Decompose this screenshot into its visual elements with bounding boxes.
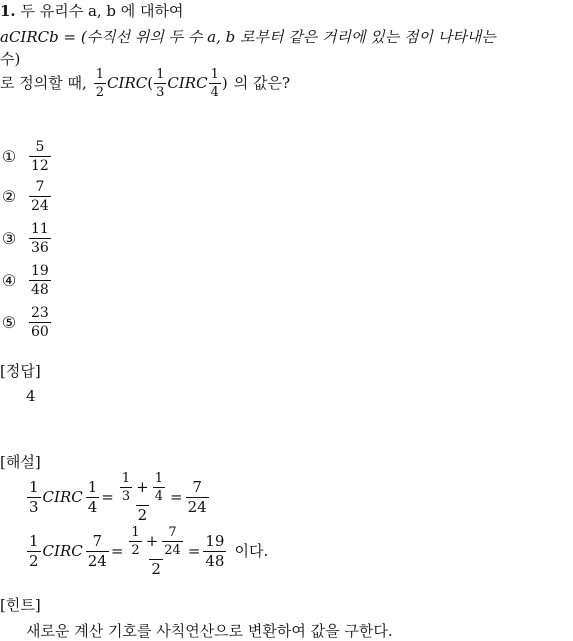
- choice-4[interactable]: [0, 264, 52, 297]
- choice-fraction: [29, 140, 51, 173]
- numerator: 1: [154, 471, 163, 486]
- denominator: 4: [210, 85, 219, 100]
- hint-text: 새로운 계산 기호를 사칙연산으로 변환하여 값을 구한다.: [26, 622, 393, 640]
- denominator: 48: [31, 282, 49, 298]
- equals-sign: =: [187, 542, 201, 560]
- explanation-equation-2: [26, 526, 270, 577]
- denominator: 2: [29, 552, 39, 570]
- choice-3[interactable]: [0, 222, 52, 255]
- numerator: 19: [205, 532, 225, 550]
- compound-numerator: [117, 472, 168, 505]
- choice-marker: ④: [1, 270, 17, 290]
- fraction: [27, 534, 41, 569]
- denominator: 3: [121, 489, 131, 504]
- numerator: 1: [29, 532, 39, 550]
- choice-fraction: [29, 222, 51, 255]
- circ-operator: CIRC: [107, 74, 148, 92]
- compound-fraction: [126, 526, 185, 577]
- fraction-third: [154, 68, 166, 99]
- denominator: 4: [87, 498, 98, 516]
- numerator: 1: [131, 525, 140, 540]
- numerator: 11: [31, 221, 49, 237]
- denominator: 2: [131, 543, 140, 558]
- numerator: 1: [29, 478, 39, 496]
- equals-sign: =: [101, 488, 114, 506]
- fraction: [86, 480, 100, 515]
- plus-sign: +: [136, 478, 149, 496]
- denominator: 36: [31, 240, 49, 256]
- choice-marker: ①: [1, 146, 17, 166]
- choice-fraction: [29, 306, 51, 339]
- plus-sign: +: [145, 532, 159, 550]
- denominator: 3: [29, 498, 39, 516]
- fraction: [27, 480, 41, 515]
- answer-label: [정답]: [0, 362, 41, 380]
- result-fraction: [186, 480, 209, 515]
- fraction-half: [94, 68, 106, 99]
- explanation-equation-1: [26, 472, 211, 523]
- numerator: 1: [95, 67, 105, 82]
- numerator: 7: [92, 532, 103, 550]
- numerator: 5: [35, 139, 45, 155]
- choice-1[interactable]: [0, 140, 52, 173]
- denominator: 2: [137, 506, 148, 524]
- explanation-suffix: 이다.: [234, 542, 269, 560]
- numerator: 1: [87, 478, 98, 496]
- answer-value: 4: [26, 387, 36, 405]
- question-line-1: [0, 4, 184, 19]
- equals-sign: =: [170, 488, 183, 506]
- circ-operator: CIRC: [167, 74, 208, 92]
- compound-fraction: [117, 472, 168, 523]
- denominator: 2: [151, 560, 161, 578]
- question-text-line-2: aCIRCb = (수직선 위의 두 수 a, b 로부터 같은 거리에 있는 점이 나타내는: [0, 28, 496, 46]
- denominator: 24: [164, 543, 181, 558]
- fraction-quarter: [209, 68, 221, 99]
- question-prefix: 로 정의할 때,: [0, 74, 87, 92]
- denominator: 2: [95, 85, 105, 100]
- question-text-line-1: 두 유리수 a, b 에 대하여: [20, 2, 184, 20]
- numerator: 19: [31, 263, 49, 279]
- choice-marker: ⑤: [1, 312, 17, 332]
- circ-operator: CIRC: [42, 542, 83, 560]
- choice-2[interactable]: [0, 180, 52, 213]
- fraction: [120, 472, 132, 503]
- question-line-4: [0, 68, 290, 99]
- question-text-line-3: 수): [0, 50, 21, 68]
- denominator: 48: [205, 552, 225, 570]
- circ-operator: CIRC: [42, 488, 83, 506]
- denominator: 24: [87, 552, 107, 570]
- denominator: 3: [156, 85, 165, 100]
- denominator: 24: [187, 498, 207, 516]
- denominator: 4: [154, 489, 163, 504]
- open-paren: (: [147, 74, 154, 92]
- fraction: [153, 472, 165, 503]
- fraction: [86, 534, 109, 569]
- denominator: 24: [31, 198, 49, 214]
- fraction: [162, 526, 183, 557]
- numerator: 1: [156, 67, 165, 82]
- choice-fraction: [29, 180, 51, 213]
- choice-fraction: [29, 264, 51, 297]
- compound-numerator: [126, 526, 185, 559]
- fraction: [129, 526, 141, 557]
- numerator: 23: [31, 305, 49, 321]
- choice-5[interactable]: [0, 306, 52, 339]
- result-fraction: [203, 534, 226, 569]
- hint-label: [힌트]: [0, 596, 41, 614]
- choice-marker: ②: [1, 186, 17, 206]
- denominator: 60: [31, 324, 49, 340]
- numerator: 7: [192, 478, 202, 496]
- question-number: 1.: [0, 2, 16, 20]
- numerator: 7: [35, 179, 45, 195]
- numerator: 1: [210, 67, 219, 82]
- numerator: 1: [121, 471, 131, 486]
- explanation-label: [해설]: [0, 453, 41, 471]
- equals-sign: =: [110, 542, 124, 560]
- denominator: 12: [31, 158, 49, 174]
- choice-marker: ③: [1, 228, 17, 248]
- numerator: 7: [168, 525, 177, 540]
- close-paren: ): [221, 74, 228, 92]
- question-suffix: 의 값은?: [233, 74, 290, 92]
